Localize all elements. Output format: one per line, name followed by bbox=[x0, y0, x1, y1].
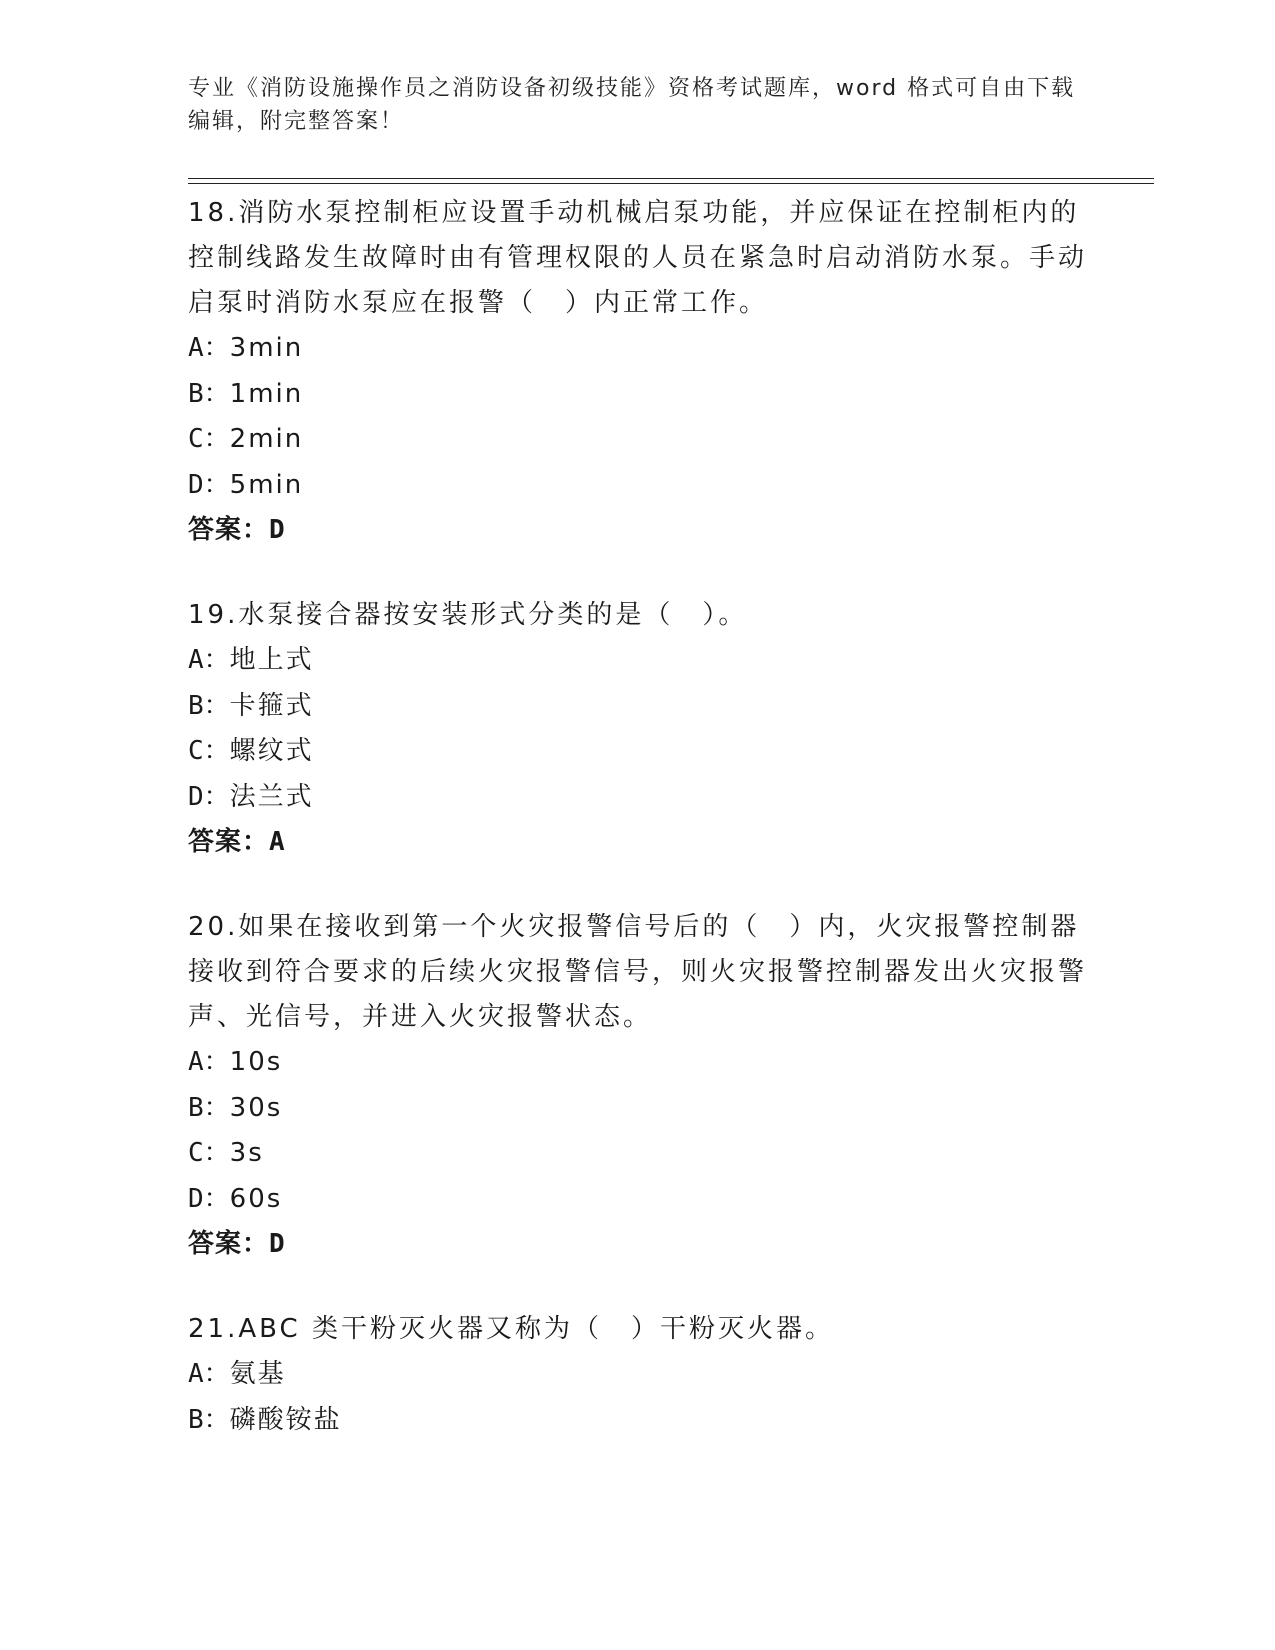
option-c bbox=[188, 417, 1088, 463]
answer-value: D bbox=[269, 515, 286, 545]
question-number: 21. bbox=[188, 1314, 239, 1344]
option-key: B： bbox=[188, 1092, 230, 1123]
question-text bbox=[188, 593, 1088, 638]
option-value: 法兰式 bbox=[229, 781, 314, 812]
question-text bbox=[188, 191, 1088, 326]
option-key: B： bbox=[188, 378, 230, 409]
question-list bbox=[188, 191, 1088, 1483]
question-18 bbox=[188, 191, 1088, 553]
option-c bbox=[188, 729, 1088, 775]
option-key: D： bbox=[188, 1183, 230, 1214]
option-key: D： bbox=[188, 469, 230, 500]
option-key: C： bbox=[188, 1138, 230, 1168]
option-key: C： bbox=[188, 736, 230, 766]
question-body: 消防水泵控制柜应设置手动机械启泵功能，并应保证在控制柜内的控制线路发生故障时由有管理权限的人员在紧急时启动消防水泵。手动启泵时消防水泵应在报警（ ）内正常工作。 bbox=[188, 198, 1088, 318]
option-a bbox=[188, 326, 1088, 372]
header-divider-bottom bbox=[188, 183, 1154, 184]
option-value: 3s bbox=[229, 1138, 264, 1168]
option-b bbox=[188, 1398, 1088, 1444]
option-value: 3min bbox=[229, 333, 304, 363]
question-text bbox=[188, 905, 1088, 1040]
question-number: 19. bbox=[188, 600, 239, 630]
option-value: 卡箍式 bbox=[229, 690, 314, 721]
question-text bbox=[188, 1307, 1088, 1352]
question-number: 18. bbox=[188, 198, 239, 228]
question-number: 20. bbox=[188, 912, 239, 942]
option-key: B： bbox=[188, 1404, 230, 1435]
question-19 bbox=[188, 593, 1088, 865]
option-value: 30s bbox=[229, 1092, 283, 1123]
option-b bbox=[188, 684, 1088, 730]
option-key: C： bbox=[188, 424, 230, 454]
option-a bbox=[188, 1352, 1088, 1398]
answer-line bbox=[188, 508, 1088, 553]
question-body: 如果在接收到第一个火灾报警信号后的（ ）内，火灾报警控制器接收到符合要求的后续火灾报警信号，则火灾报警控制器发出火灾报警声、光信号，并进入火灾报警状态。 bbox=[188, 912, 1088, 1032]
option-value: 10s bbox=[229, 1047, 283, 1077]
option-value: 5min bbox=[229, 469, 304, 500]
answer-value: A bbox=[269, 827, 286, 857]
option-value: 氨基 bbox=[229, 1359, 286, 1389]
option-c bbox=[188, 1131, 1088, 1177]
header-divider-top bbox=[188, 178, 1154, 179]
answer-value: D bbox=[269, 1229, 286, 1259]
question-body: 水泵接合器按安装形式分类的是（ ）。 bbox=[238, 600, 748, 630]
option-value: 螺纹式 bbox=[229, 736, 314, 766]
option-key: D： bbox=[188, 781, 230, 812]
answer-line bbox=[188, 1222, 1088, 1267]
option-key: B： bbox=[188, 690, 230, 721]
option-key: A： bbox=[188, 1047, 230, 1077]
question-body: ABC 类干粉灭火器又称为（ ）干粉灭火器。 bbox=[238, 1314, 834, 1344]
option-value: 地上式 bbox=[229, 645, 314, 675]
option-value: 磷酸铵盐 bbox=[229, 1404, 342, 1435]
option-value: 2min bbox=[229, 424, 304, 454]
header-intro-text: 专业《消防设施操作员之消防设备初级技能》资格考试题库，word 格式可自由下载编辑，附完整答案！ bbox=[188, 76, 1076, 134]
option-d bbox=[188, 1177, 1088, 1223]
option-d bbox=[188, 463, 1088, 509]
option-b bbox=[188, 1086, 1088, 1132]
option-value: 60s bbox=[229, 1183, 283, 1214]
option-key: A： bbox=[188, 645, 230, 675]
option-a bbox=[188, 1040, 1088, 1086]
question-20 bbox=[188, 905, 1088, 1267]
question-21 bbox=[188, 1307, 1088, 1443]
answer-label: 答案： bbox=[188, 515, 270, 545]
option-value: 1min bbox=[229, 378, 304, 409]
option-a bbox=[188, 638, 1088, 684]
option-key: A： bbox=[188, 333, 230, 363]
answer-line bbox=[188, 820, 1088, 865]
option-key: A： bbox=[188, 1359, 230, 1389]
document-header bbox=[188, 72, 1088, 138]
option-b bbox=[188, 372, 1088, 418]
answer-label: 答案： bbox=[188, 827, 270, 857]
option-d bbox=[188, 775, 1088, 821]
answer-label: 答案： bbox=[188, 1229, 270, 1259]
